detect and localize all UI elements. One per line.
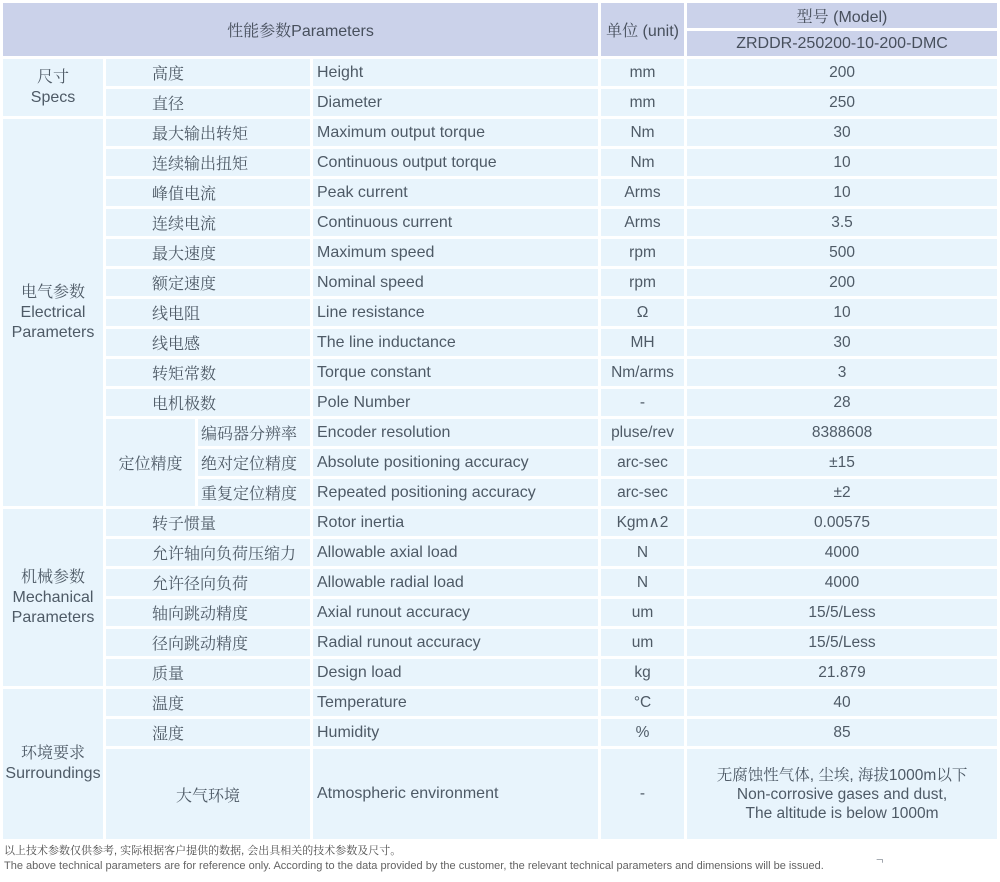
value-cell: 15/5/Less: [687, 599, 997, 626]
value-cell: 200: [687, 59, 997, 86]
param-name-en: Continuous current: [313, 209, 598, 236]
table-row: [3, 509, 997, 536]
table-row: [3, 299, 997, 326]
unit-cell: rpm: [601, 239, 684, 266]
param-name-en: Repeated positioning accuracy: [313, 479, 598, 506]
value-cell: ±15: [687, 449, 997, 476]
param-name-cn: 额定速度: [106, 269, 310, 296]
table-row: [3, 569, 997, 596]
param-name-cn: 重复定位精度: [198, 479, 310, 506]
value-cell: 500: [687, 239, 997, 266]
value-cell: 15/5/Less: [687, 629, 997, 656]
unit-cell: kg: [601, 659, 684, 686]
footnotes: [4, 844, 1000, 874]
category-cell-specs: [3, 59, 103, 116]
value-cell: 10: [687, 179, 997, 206]
category-en: Mechanical Parameters: [11, 588, 95, 626]
category-en: Surroundings: [5, 765, 101, 782]
value-cell: 4000: [687, 539, 997, 566]
footnote-cn: 以上技术参数仅供参考, 实际根据客户提供的数据, 会出具相关的技术参数及尺寸。: [4, 845, 402, 857]
param-name-cn: 线电感: [106, 329, 310, 356]
param-name-cn: 允许轴向负荷压缩力: [106, 539, 310, 566]
table-row: [3, 689, 997, 716]
table-row: [3, 419, 997, 446]
unit-cell: Nm/arms: [601, 359, 684, 386]
param-name-cn: 峰值电流: [106, 179, 310, 206]
param-name-en: Atmospheric environment: [313, 749, 598, 839]
param-name-en: Allowable axial load: [313, 539, 598, 566]
table-row: [3, 749, 997, 839]
table-row: [3, 209, 997, 236]
param-name-cn: 温度: [106, 689, 310, 716]
category-cell-mechanical: [3, 509, 103, 686]
unit-cell: -: [601, 749, 684, 839]
unit-cell: arc-sec: [601, 479, 684, 506]
param-name-cn: 高度: [106, 59, 310, 86]
category-en: Electrical Parameters: [11, 303, 95, 341]
table-row: [3, 119, 997, 146]
model-number: ZRDDR-250200-10-200-DMC: [687, 31, 997, 56]
param-name-en: Maximum speed: [313, 239, 598, 266]
param-name-en: The line inductance: [313, 329, 598, 356]
category-cn: 电气参数: [20, 283, 85, 301]
header-parameters: 性能参数Parameters: [3, 3, 598, 56]
value-cell: 200: [687, 269, 997, 296]
param-name-cn: 大气环境: [106, 749, 310, 839]
value-cell: [687, 749, 997, 839]
param-name-en: Allowable radial load: [313, 569, 598, 596]
param-name-en: Nominal speed: [313, 269, 598, 296]
unit-cell: N: [601, 539, 684, 566]
unit-cell: %: [601, 719, 684, 746]
unit-cell: Arms: [601, 179, 684, 206]
value-cell: 250: [687, 89, 997, 116]
table-row: [3, 269, 997, 296]
value-cell: 85: [687, 719, 997, 746]
value-cell: 10: [687, 149, 997, 176]
unit-cell: mm: [601, 59, 684, 86]
table-row: [3, 239, 997, 266]
value-cell: ±2: [687, 479, 997, 506]
param-name-cn: 连续电流: [106, 209, 310, 236]
param-name-en: Design load: [313, 659, 598, 686]
value-line: Non-corrosive gases and dust,: [736, 785, 948, 803]
value-line: 无腐蚀性气体, 尘埃, 海拔1000m以下: [716, 766, 968, 784]
table-row: [3, 59, 997, 86]
param-name-en: Rotor inertia: [313, 509, 598, 536]
table-row: [3, 599, 997, 626]
header-row-1: [3, 3, 997, 28]
param-name-cn: 电机极数: [106, 389, 310, 416]
value-cell: 30: [687, 329, 997, 356]
category-cn: 环境要求: [20, 745, 85, 762]
unit-cell: N: [601, 569, 684, 596]
unit-cell: MH: [601, 329, 684, 356]
param-name-cn: 湿度: [106, 719, 310, 746]
param-name-cn: 线电阻: [106, 299, 310, 326]
param-name-en: Maximum output torque: [313, 119, 598, 146]
subgroup-cell-positioning: 定位精度: [106, 419, 195, 506]
unit-cell: -: [601, 389, 684, 416]
value-cell: 40: [687, 689, 997, 716]
value-line: The altitude is below 1000m: [745, 804, 939, 822]
unit-cell: um: [601, 599, 684, 626]
unit-cell: mm: [601, 89, 684, 116]
value-cell: 8388608: [687, 419, 997, 446]
param-name-en: Temperature: [313, 689, 598, 716]
table-row: [3, 629, 997, 656]
unit-cell: arc-sec: [601, 449, 684, 476]
param-name-en: Absolute positioning accuracy: [313, 449, 598, 476]
param-name-en: Humidity: [313, 719, 598, 746]
param-name-cn: 绝对定位精度: [198, 449, 310, 476]
param-name-cn: 转子惯量: [106, 509, 310, 536]
category-cn: 尺寸: [36, 68, 69, 86]
param-name-en: Line resistance: [313, 299, 598, 326]
table-row: [3, 389, 997, 416]
value-cell: 28: [687, 389, 997, 416]
param-name-cn: 允许径向负荷: [106, 569, 310, 596]
footnote-en: The above technical parameters are for reference only. According to the data provided by the customer, the relevant technical parameters and dimensions will be issued.: [4, 860, 824, 872]
param-name-cn: 径向跳动精度: [106, 629, 310, 656]
unit-cell: Nm: [601, 149, 684, 176]
unit-cell: Kgm∧2: [601, 509, 684, 536]
corner-mark: ¬: [876, 852, 884, 867]
param-name-cn: 连续输出扭矩: [106, 149, 310, 176]
unit-cell: °C: [601, 689, 684, 716]
table-row: [3, 179, 997, 206]
value-cell: 10: [687, 299, 997, 326]
param-name-en: Height: [313, 59, 598, 86]
unit-cell: Nm: [601, 119, 684, 146]
unit-cell: rpm: [601, 269, 684, 296]
category-en: Specs: [30, 88, 76, 106]
unit-cell: Arms: [601, 209, 684, 236]
param-name-cn: 质量: [106, 659, 310, 686]
table-row: [3, 719, 997, 746]
param-name-cn: 转矩常数: [106, 359, 310, 386]
value-cell: 3: [687, 359, 997, 386]
value-cell: 3.5: [687, 209, 997, 236]
table-row: [3, 149, 997, 176]
category-cell-surroundings: [3, 689, 103, 839]
header-model: 型号 (Model): [687, 3, 997, 28]
unit-cell: Ω: [601, 299, 684, 326]
table-row: [3, 89, 997, 116]
header-unit: 单位 (unit): [601, 3, 684, 56]
param-name-cn: 最大输出转矩: [106, 119, 310, 146]
value-cell: 4000: [687, 569, 997, 596]
category-cn: 机械参数: [20, 568, 85, 586]
table-row: [3, 329, 997, 356]
param-name-cn: 编码器分辨率: [198, 419, 310, 446]
param-name-en: Pole Number: [313, 389, 598, 416]
unit-cell: um: [601, 629, 684, 656]
param-name-en: Continuous output torque: [313, 149, 598, 176]
param-name-en: Encoder resolution: [313, 419, 598, 446]
param-name-en: Torque constant: [313, 359, 598, 386]
category-cell-electrical: [3, 119, 103, 506]
value-cell: 0.00575: [687, 509, 997, 536]
param-name-cn: 最大速度: [106, 239, 310, 266]
value-cell: 21.879: [687, 659, 997, 686]
table-row: [3, 359, 997, 386]
param-name-en: Peak current: [313, 179, 598, 206]
param-name-cn: 直径: [106, 89, 310, 116]
table-row: [3, 659, 997, 686]
param-name-en: Radial runout accuracy: [313, 629, 598, 656]
param-name-cn: 轴向跳动精度: [106, 599, 310, 626]
param-name-en: Axial runout accuracy: [313, 599, 598, 626]
unit-cell: pluse/rev: [601, 419, 684, 446]
table-row: [3, 539, 997, 566]
param-name-en: Diameter: [313, 89, 598, 116]
value-cell: 30: [687, 119, 997, 146]
